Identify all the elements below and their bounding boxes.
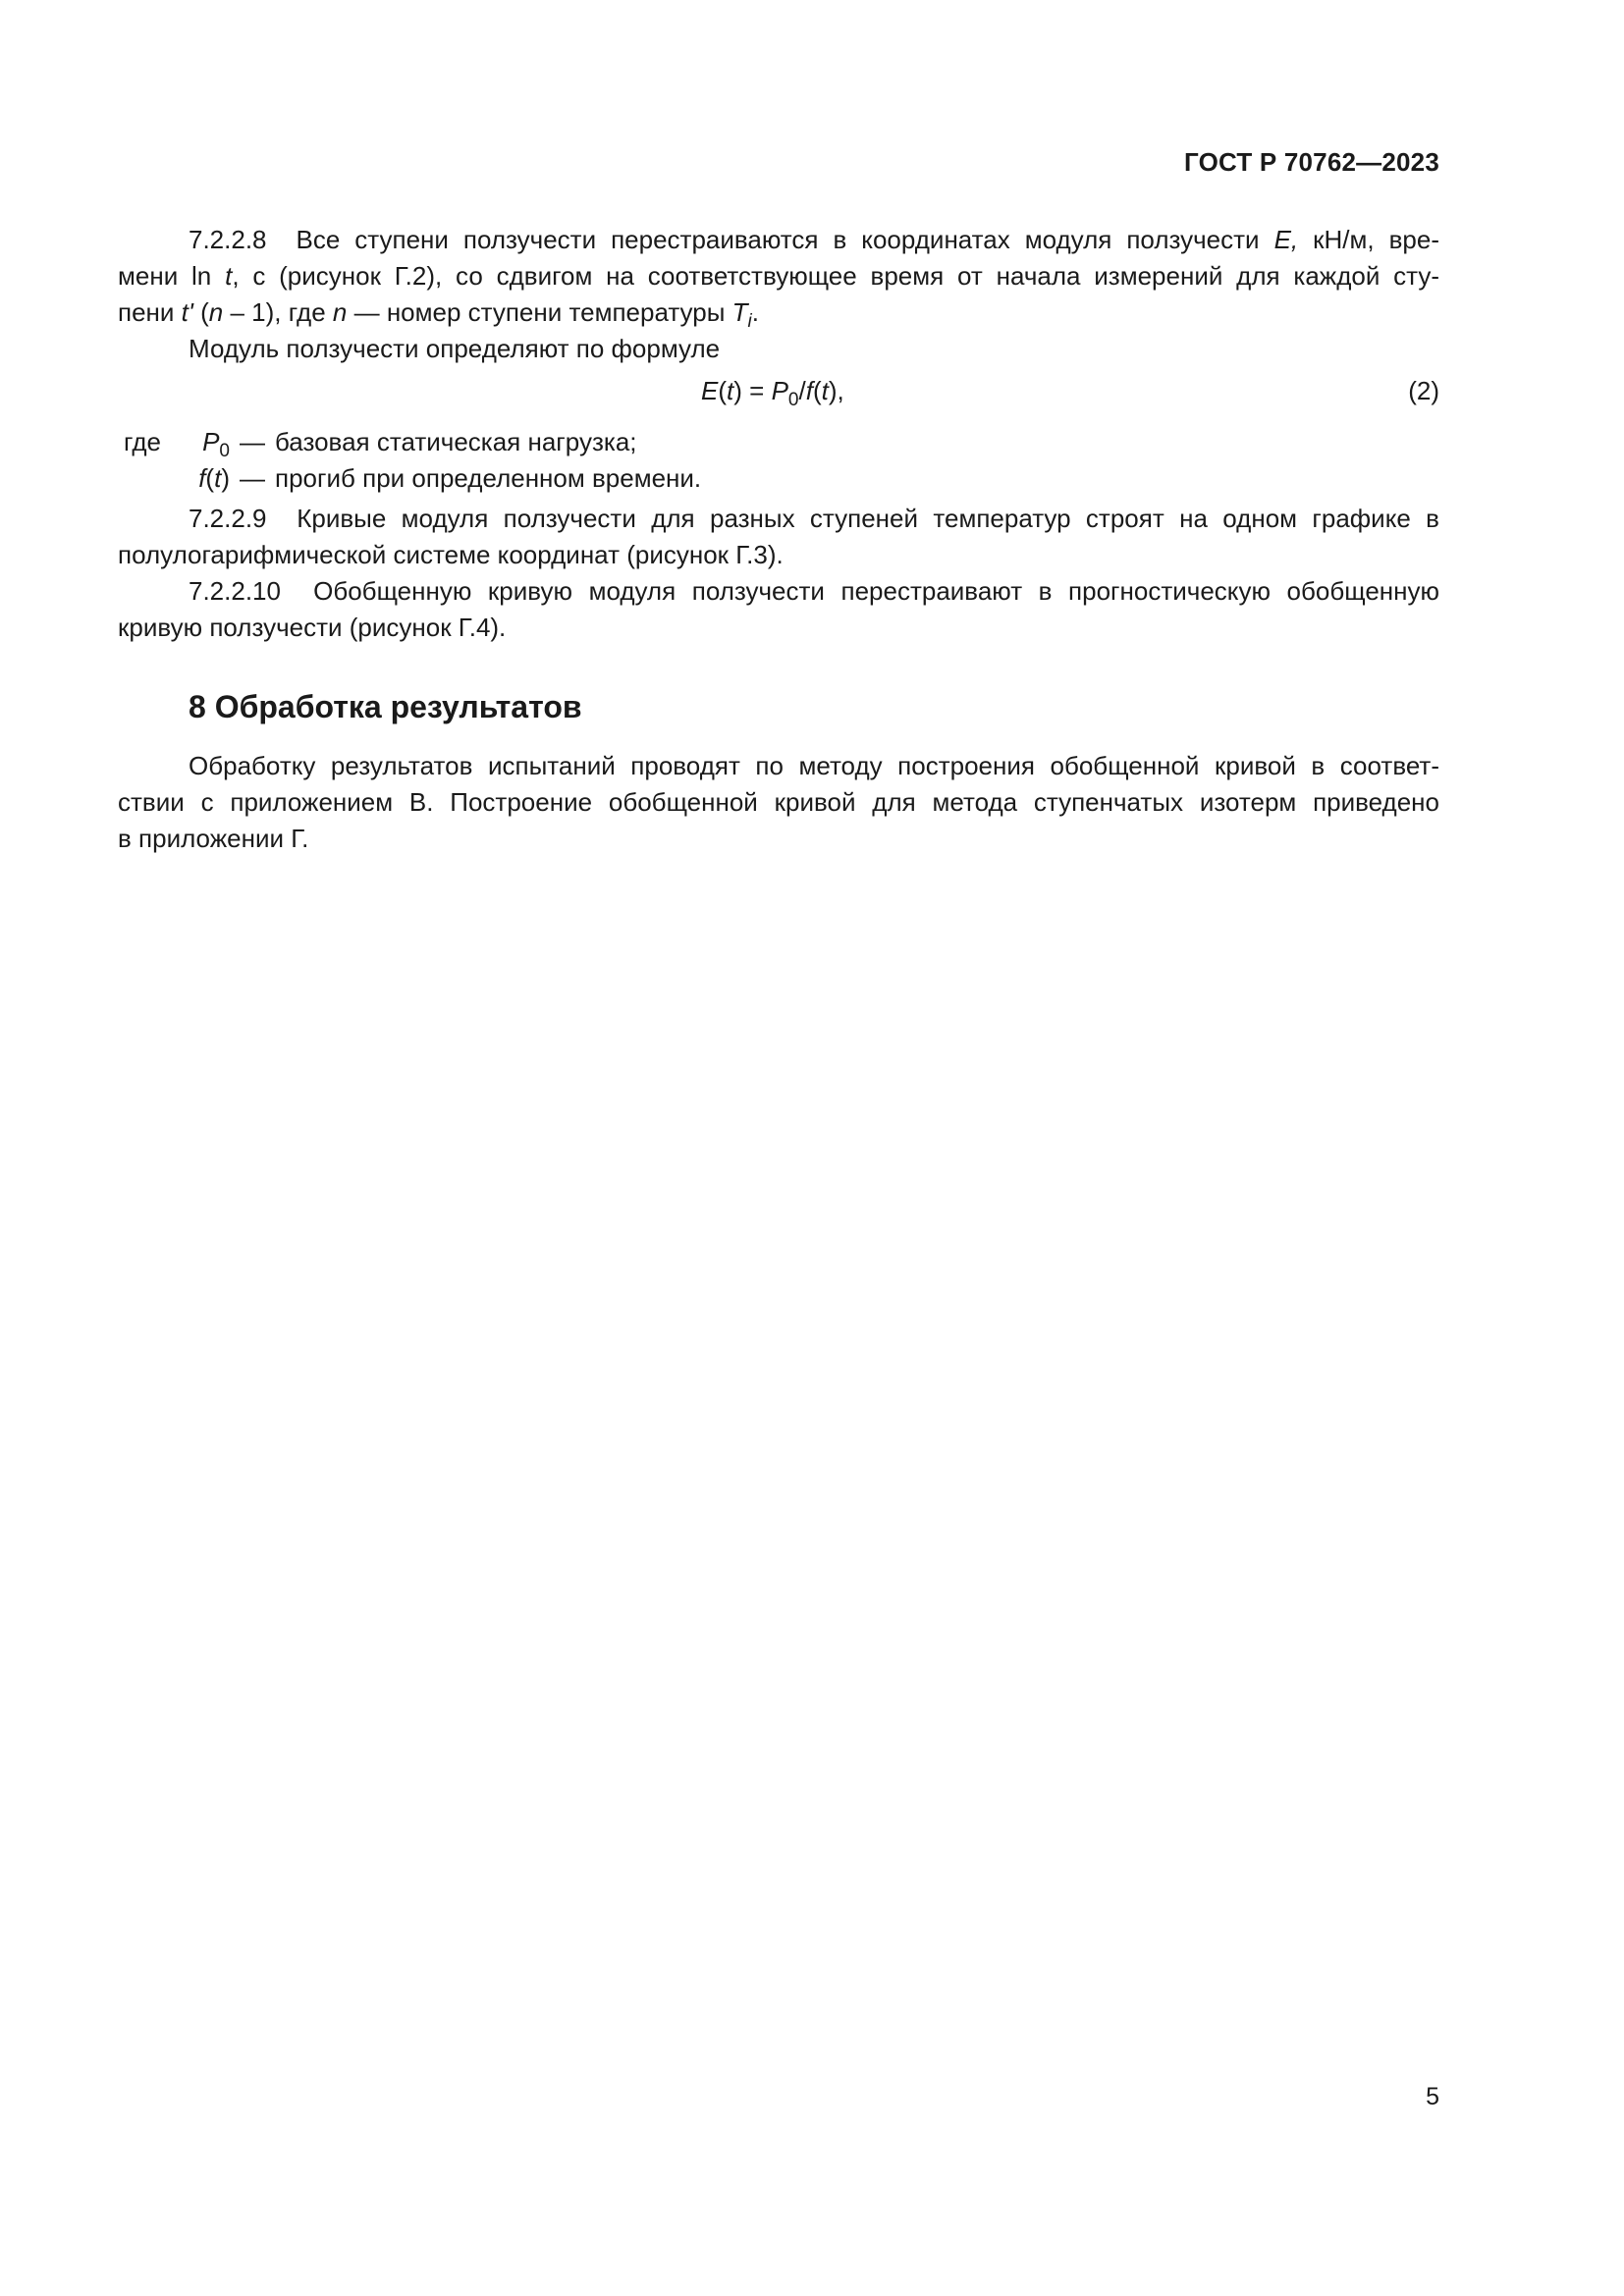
clause-line: полулогарифмической системе координат (рисунок Г.3). [118, 540, 784, 569]
clause-line: 7.2.2.8 Все ступени ползучести перестраиваются в координатах модуля ползучести E, кН/м, вре- [189, 225, 1439, 254]
clause-7-2-2-10 [118, 573, 1439, 646]
clause-line: 7.2.2.10 Обобщенную кривую модуля ползучести перестраивают в прогностическую обобщенную [189, 576, 1439, 606]
legend-item-P0: где $P_0$ — базовая статическая нагрузка; [124, 427, 637, 461]
formula-expression: $E(t) = P_0/f(t)$, [701, 376, 844, 410]
formula-legend [118, 424, 1439, 497]
formula-number: (2) [1408, 376, 1439, 405]
page-number: 5 [1426, 2083, 1439, 2110]
section-title: 8 Обработка результатов [189, 689, 582, 724]
clause-7-2-2-9 [118, 501, 1439, 573]
formula-2 [118, 369, 1439, 412]
clause-7-2-2-8 [118, 222, 1439, 331]
section-line: в приложении Г. [118, 824, 309, 853]
formula-intro: Модуль ползучести определяют по формуле [189, 334, 721, 363]
clause-line: кривую ползучести (рисунок Г.4). [118, 613, 507, 642]
page-content [118, 222, 1439, 857]
section-line: Обработку результатов испытаний проводят по методу построения обобщенной кривой в соответ- [189, 751, 1439, 780]
clause-line: 7.2.2.9 Кривые модуля ползучести для разных ступеней температур строят на одном графике в [189, 504, 1439, 533]
document-code: ГОСТ Р 70762—2023 [1184, 147, 1439, 177]
clause-line: пени t' (n – 1), где n — номер ступени температуры $T_i$. [118, 297, 759, 332]
section-line: ствии с приложением В. Построение обобщенной кривой для метода ступенчатых изотерм приведено [118, 787, 1439, 817]
section-8-body [118, 748, 1439, 857]
legend-item-ft: f(t) — прогиб при определенном времени. [198, 463, 702, 493]
clause-line: мени ln t, с (рисунок Г.2), со сдвигом на соответствующее время от начала измерений для каждой сту- [118, 261, 1440, 291]
